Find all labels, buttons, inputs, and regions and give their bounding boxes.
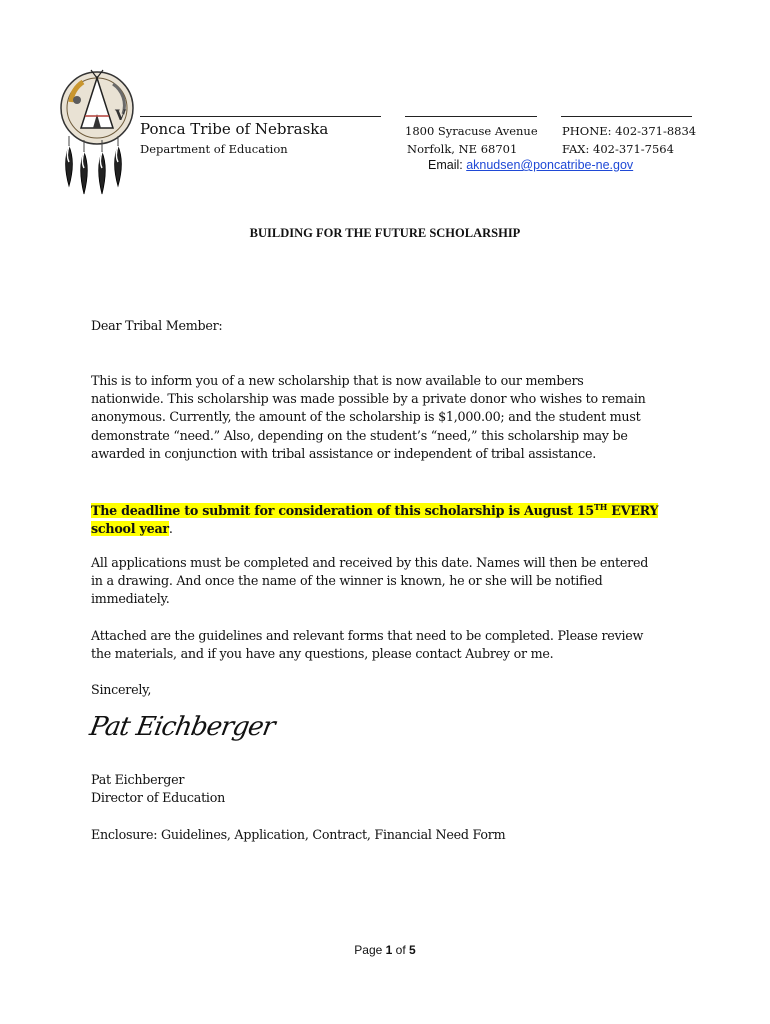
page-total: 5 [409,943,416,957]
handwritten-signature: Pat Eichberger [87,712,277,742]
enclosure-line: Enclosure: Guidelines, Application, Contract, Financial Need Form [91,827,506,842]
deadline-text [91,503,658,536]
paragraph-attachments: Attached are the guidelines and relevant forms that need to be completed. Please review the materials, and if you have any questions, please contact Aubrey or me. [91,628,644,662]
letter-title: BUILDING FOR THE FUTURE SCHOLARSHIP [249,226,521,240]
divider-contact [561,116,692,117]
email-link[interactable]: aknudsen@poncatribe-ne.gov [466,158,634,172]
divider-address [405,116,537,117]
deadline-period: . [168,521,173,537]
page-label: Page [354,943,386,957]
email-label: Email: [428,158,467,172]
address-line2: Norfolk, NE 68701 [407,142,518,156]
svg-text:V: V [115,108,126,124]
tribal-seal-logo [57,64,137,198]
salutation: Dear Tribal Member: [91,318,223,333]
fax-number: FAX: 402-371-7564 [562,142,674,156]
page-footer [0,943,770,957]
deadline-text-end: EVERY school year [91,503,659,537]
paragraph-applications: All applications must be completed and received by this date. Names will then be entered in a drawing. And once the name of the winner is known, he or she will be notified immediately. [91,555,649,607]
deadline-text-part: The deadline to submit for consideration of this scholarship is August 15 [91,503,595,519]
deadline-notice [91,498,666,539]
tribal-seal-icon [57,64,137,198]
address-line1: 1800 Syracuse Avenue [405,124,538,138]
email-row [428,158,633,172]
signer-name: Pat Eichberger [91,772,185,787]
divider-org [140,116,381,117]
page-number: 1 [385,943,393,957]
page-of-label: of [392,943,410,957]
paragraph-intro: This is to inform you of a new scholarship that is now available to our members nationwide. This scholarship was made possible by a private donor who wishes to remain anonymous. Currently, the amount of the scholarship is $1,000.00; and the student must demonstrate “need.” Also, depending on the student’s “need,” this scholarship may be awarded in conjunction with tribal assistance or independent of tribal assistance. [91,373,646,461]
department-name: Department of Education [140,142,288,156]
org-name: Ponca Tribe of Nebraska [140,120,329,138]
signer-title: Director of Education [91,790,226,805]
closing: Sincerely, [91,682,152,697]
phone-number: PHONE: 402-371-8834 [562,124,697,138]
deadline-superscript: TH [594,502,608,512]
